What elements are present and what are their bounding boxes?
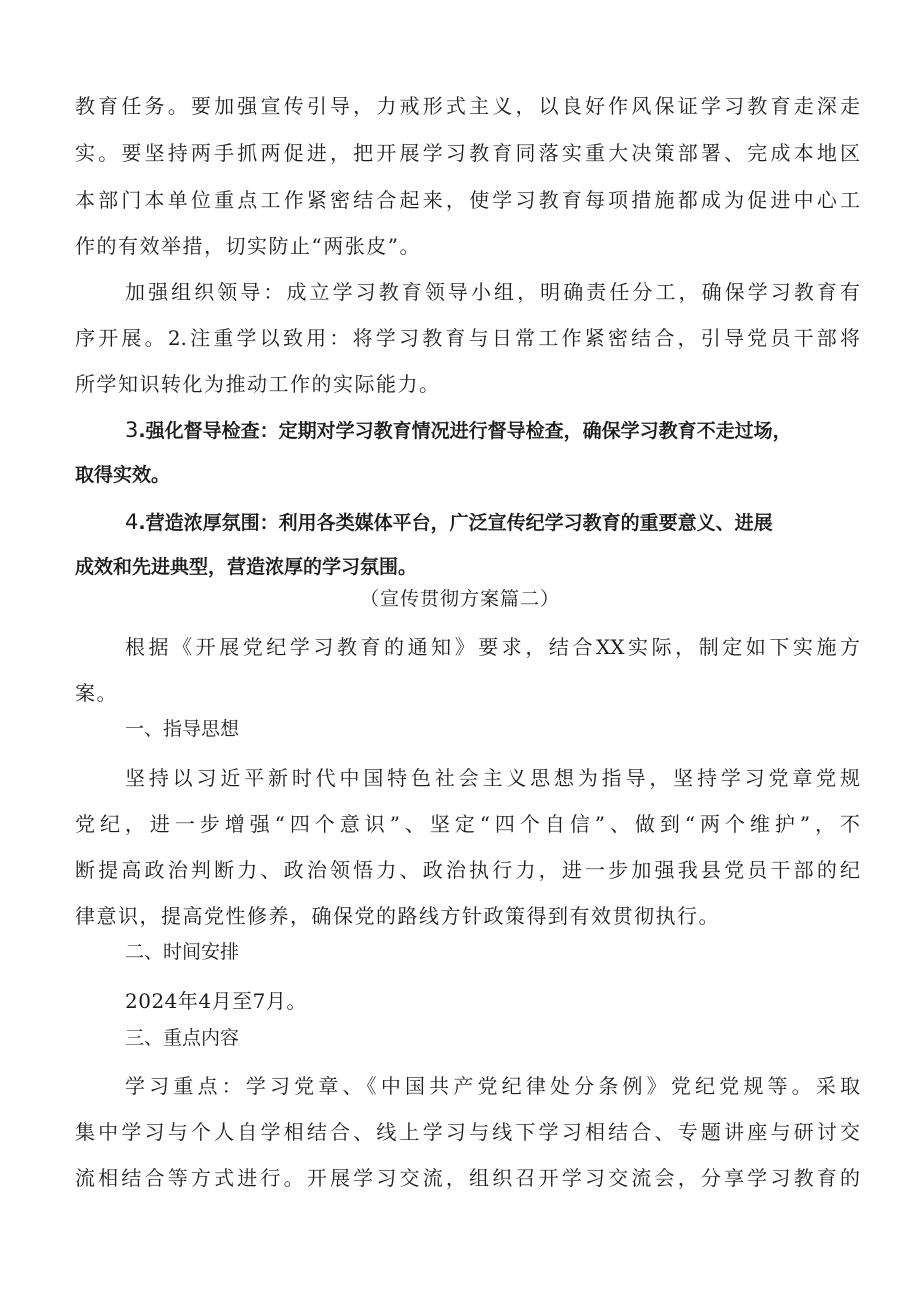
paragraph-line: 党纪，进一步增强“四个意识”、坚定“四个自信”、做到“两个维护”，不 bbox=[75, 812, 860, 836]
list-item-4 bbox=[125, 512, 865, 533]
paragraph-line: 根据《开展党纪学习教育的通知》要求，结合XX实际，制定如下实施方 bbox=[125, 635, 860, 659]
paragraph-line: 实。要坚持两手抓两促进，把开展学习教育同落实重大决策部署、完成本地区 bbox=[75, 141, 860, 165]
paragraph-line: 律意识，提高党性修养，确保党的路线方针政策得到有效贯彻执行。 bbox=[75, 904, 720, 928]
paragraph-line: 2024年4月至7月。 bbox=[125, 989, 307, 1013]
list-item-text: 取得实效。 bbox=[75, 464, 171, 486]
list-item-text: .强化督导检查：定期对学习教育情况进行督导检查，确保学习教育不走过场， bbox=[138, 420, 792, 442]
paragraph-line: 集中学习与个人自学相结合、线上学习与线下学习相结合、专题讲座与研讨交 bbox=[75, 1120, 860, 1144]
list-item-number: 3 bbox=[125, 418, 139, 442]
list-item-3 bbox=[125, 420, 865, 441]
paragraph-line: 所学知识转化为推动工作的实际能力。 bbox=[75, 372, 441, 396]
list-item-number: 4 bbox=[125, 510, 139, 534]
paragraph-line: 流相结合等方式进行。开展学习交流，组织召开学习交流会，分享学习教育的 bbox=[75, 1166, 860, 1190]
section-heading: 二、时间安排 bbox=[125, 941, 240, 963]
paragraph-line: 学习重点：学习党章、《中国共产党纪律处分条例》党纪党规等。采取 bbox=[125, 1074, 860, 1098]
paragraph-line: 序开展。2.注重学以致用：将学习教育与日常工作紧密结合，引导党员干部将 bbox=[75, 326, 860, 350]
paragraph-line: 本部门本单位重点工作紧密结合起来，使学习教育每项措施都成为促进中心工 bbox=[75, 188, 860, 212]
section-heading: 三、重点内容 bbox=[125, 1027, 240, 1049]
section-heading: 一、指导思想 bbox=[125, 718, 240, 740]
paragraph-line: 断提高政治判断力、政治领悟力、政治执行力，进一步加强我县党员干部的纪 bbox=[75, 858, 860, 882]
list-item-text: 成效和先进典型，营造浓厚的学习氛围。 bbox=[75, 556, 418, 578]
paragraph-line: 坚持以习近平新时代中国特色社会主义思想为指导，坚持学习党章党规 bbox=[125, 766, 860, 790]
list-item-text: .营造浓厚氛围：利用各类媒体平台，广泛宣传纪学习教育的重要意义、进展 bbox=[138, 512, 773, 534]
paragraph-line: 加强组织领导：成立学习教育领导小组，明确责任分工，确保学习教育有 bbox=[125, 280, 860, 304]
paragraph-line: 案。 bbox=[75, 681, 118, 705]
paragraph-line: 教育任务。要加强宣传引导，力戒形式主义，以良好作风保证学习教育走深走 bbox=[75, 94, 860, 118]
section-title: （宣传贯彻方案篇二） bbox=[359, 588, 560, 610]
paragraph-line: 作的有效举措，切实防止“两张皮”。 bbox=[75, 234, 421, 258]
